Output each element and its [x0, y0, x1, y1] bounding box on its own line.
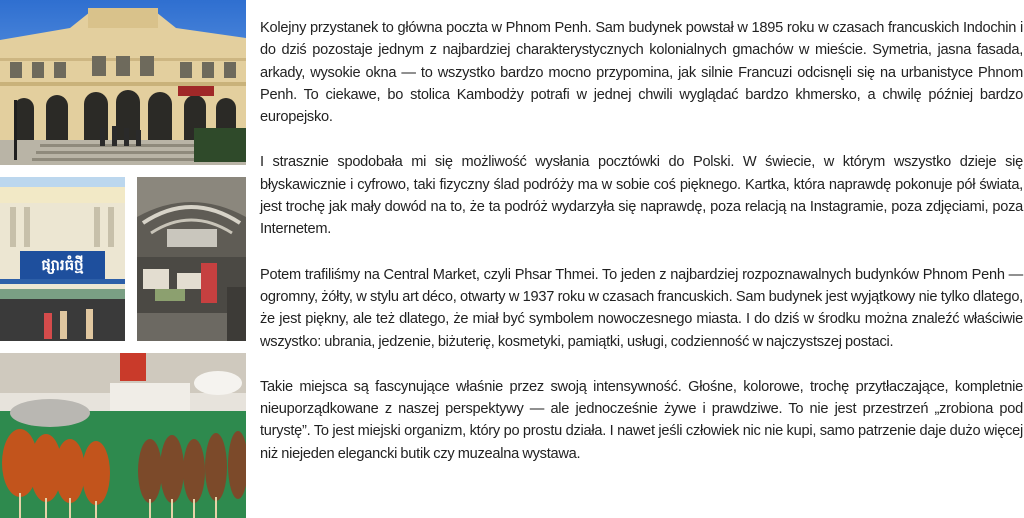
- grilled-food-stall-photo: [0, 353, 246, 518]
- post-office-photo: [0, 0, 246, 165]
- market-sign: ផ្សារធំថ្មី: [41, 256, 84, 274]
- central-market-entrance-photo: [0, 177, 125, 341]
- paragraph-postcard: I strasznie spodobała mi się możliwość wysłania pocztówki do Polski. W świecie, w którym wszystko dzieje się błyskawicznie i cyfrowo, taki fizyczny ślad podróży ma w sobie coś pięknego. Kartka, która naprawdę pokonuje pół świata, jest trochę jak mały dowód na to, że ta podróż wydarzyła się naprawdę, poza relacją na Instagramie, poza zdjęciami, poza Internetem.: [260, 154, 1023, 238]
- central-market-interior-photo: [137, 177, 246, 341]
- paragraph-post-office: Kolejny przystanek to główna poczta w Phnom Penh. Sam budynek powstał w 1895 roku w czasach francuskich Indochin i do dziś pozostaje jednym z najbardziej charakterystycznych kolonialnych gmachów w mieście. Symetria, jasna fasada, arkady, wysokie okna — to wszystko bardzo mocno przypomina, jak silnie Francuzi odcisnęli się na urbanistyce Phnom Penh. To ciekawe, bo stolica Kambodży potrafi w jednej chwili wyglądać bardzo khmersko, a chwilę później bardzo europejsko.: [260, 20, 1023, 126]
- article-text: [260, 17, 1023, 465]
- paragraph-central-market: Potem trafiliśmy na Central Market, czyli Phsar Thmei. To jeden z najbardziej rozpoznawalnych budynków Phnom Penh — ogromny, żółty, w stylu art déco, otwarty w 1937 roku w czasach francuskich. Sam budynek jest wyjątkowy nie tylko dlatego, że jest piękny, ale też dlatego, że miał być symbolem nowoczesnego miasta. I do dziś w środku można znaleźć właściwie wszystko: ubrania, jedzenie, biżuterię, kosmetyki, pamiątki, usługi, codzienność w najczystszej postaci.: [260, 266, 1023, 350]
- paragraph-intensity: Takie miejsca są fascynujące właśnie przez swoją intensywność. Głośne, kolorowe, trochę przytłaczające, kompletnie nieuporządkowane z naszej perspektywy — ale jednocześnie żywe i prawdziwe. To nie jest przestrzeń „zrobiona pod turystę”. To jest miejski organizm, który po prostu działa. I nawet jeśli człowiek nic nie kupi, samo patrzenie daje dużo więcej niż niejeden elegancki butik czy muzealna wystawa.: [260, 378, 1023, 462]
